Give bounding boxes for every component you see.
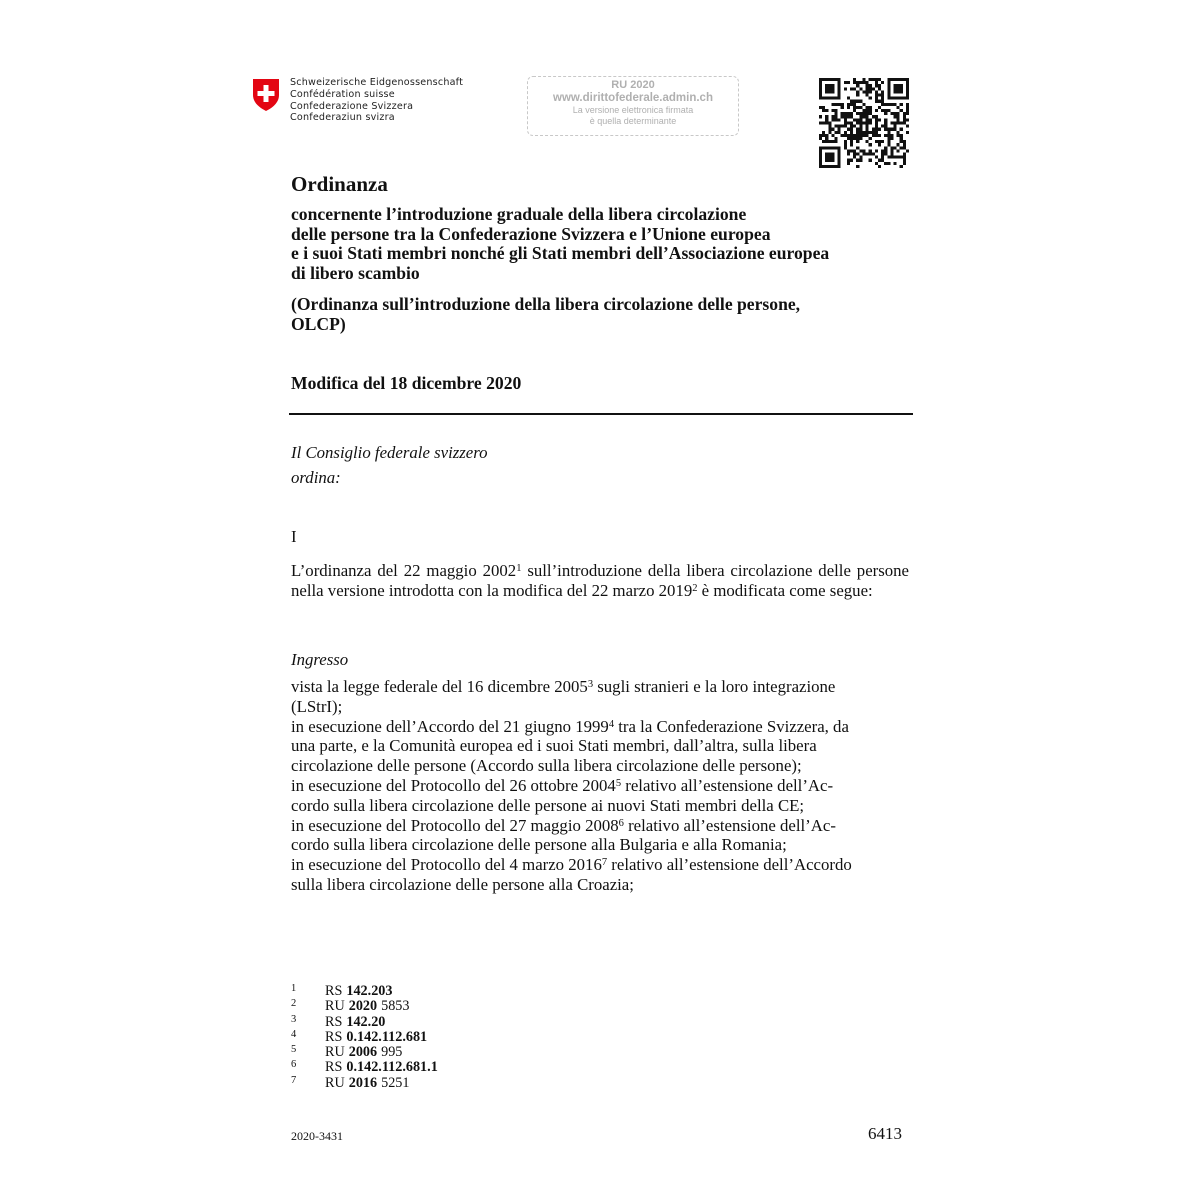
document-header (252, 78, 912, 168)
footnote-number: 7 (291, 1074, 297, 1086)
footnote-ref: 2 (692, 582, 698, 594)
ingresso-text: in esecuzione del Protocollo del 4 marzo 2016 (291, 855, 602, 875)
ingresso-line (291, 796, 931, 816)
stamp-line-3: La versione elettronica firmata (572, 105, 694, 115)
subtitle-line: e i suoi Stati membri nonché gli Stati membri dell’Associazione europea (291, 243, 830, 263)
ingresso-text: cordo sulla libera circolazione delle persone alla Bulgaria e alla Romania; (291, 835, 787, 855)
subtitle-line: di libero scambio (291, 262, 420, 283)
footnotes (291, 984, 438, 1091)
footnote-item (291, 1076, 438, 1091)
confed-name-de: Schweizerische Eidgenossenschaft (290, 77, 464, 88)
swiss-shield-icon (252, 78, 280, 112)
ingresso-line (291, 697, 931, 717)
footnote-ref: 6 (618, 817, 624, 829)
footnote-prefix: RU (325, 998, 345, 1015)
ingresso-text: relativo all’estensione dell’Accordo (607, 855, 852, 875)
footnote-prefix: RS (325, 983, 343, 999)
footnote-page: 5853 (381, 998, 410, 1015)
stamp-line-4: è quella determinante (589, 116, 677, 126)
footnote-ref: 4 (608, 718, 615, 730)
footnote-ref-number: 0.142.112.681.1 (346, 1059, 438, 1076)
footnote-prefix: RS (325, 1028, 343, 1045)
stamp-line-1: RU 2020 (611, 79, 655, 91)
footnote-ref: 3 (587, 679, 594, 690)
ingresso-text: circolazione delle persone (Accordo sulla libera circolazione delle persone); (291, 756, 802, 776)
section-number: I (291, 527, 297, 546)
ingresso-text: (LStrI); (291, 696, 343, 716)
footnote-number: 4 (291, 1028, 297, 1040)
stamp-line-2: www.dirittofederale.admin.ch (553, 92, 713, 104)
enacting-line: ordina: (291, 467, 341, 487)
confederation-names (290, 77, 463, 124)
footnote-number: 6 (291, 1059, 297, 1071)
ingresso-text: in esecuzione dell’Accordo del 21 giugno 1999 (291, 716, 609, 736)
footnote-ref: 7 (601, 857, 608, 869)
ingresso-text: in esecuzione del Protocollo del 27 maggio 2008 (291, 815, 619, 835)
footnote-ref-number: 2020 (348, 998, 378, 1015)
ingresso-text: sulla libera circolazione delle persone alla Croazia; (291, 874, 634, 894)
short-title-line: OLCP) (291, 313, 346, 334)
footnote-page: 995 (381, 1044, 403, 1061)
document-title: Ordinanza (291, 172, 388, 196)
ingresso-text: cordo sulla libera circolazione delle persone ai nuovi Stati membri della CE; (291, 795, 805, 815)
ingresso-text: relativo all’estensione dell’Ac- (623, 815, 836, 835)
subtitle-line: delle persone tra la Confederazione Svizzera e l’Unione europea (291, 223, 771, 244)
page-number: 6413 (868, 1124, 902, 1143)
footnote-ref-number: 142.20 (346, 1013, 386, 1030)
intro-text: L’ordinanza del 22 maggio 2002 (291, 561, 517, 580)
ingresso-text: vista la legge federale del 16 dicembre 2005 (291, 677, 588, 696)
footnote-prefix: RS (325, 1013, 343, 1030)
ingresso-heading: Ingresso (291, 650, 349, 669)
ingresso-line (291, 756, 931, 776)
ingresso-line (291, 816, 931, 836)
footnote-number: 5 (291, 1044, 297, 1056)
document-number: 2020-3431 (291, 1129, 343, 1143)
footnote-page: 5251 (381, 1074, 410, 1091)
ingresso-text: tra la Confederazione Svizzera, da (614, 716, 849, 736)
footnote-number: 1 (291, 983, 297, 994)
intro-text: è modificata come segue: (697, 580, 873, 600)
ingresso-text: in esecuzione del Protocollo del 26 ottobre 2004 (291, 775, 616, 795)
footnote-ref-number: 0.142.112.681 (346, 1028, 428, 1045)
ingresso-line (291, 855, 931, 875)
confed-name-rm: Confederaziun svizra (290, 112, 395, 124)
footnote-number: 3 (291, 1013, 297, 1025)
footnote-ref: 1 (516, 563, 522, 574)
enacting-clause (291, 443, 488, 493)
ingresso-line (291, 835, 931, 855)
intro-text: sull’introduzione della libera circolazione delle persone nella versione introdotta con la modifica del 22 marzo 2019 (291, 561, 909, 600)
footnote-ref-number: 142.203 (346, 983, 393, 999)
ingresso-line (291, 677, 931, 697)
document-subtitle (291, 205, 921, 283)
ingresso-line (291, 776, 931, 796)
ingresso-text: una parte, e la Comunità europea ed i suoi Stati membri, dall’altra, sulla libera (291, 736, 817, 756)
footnote-prefix: RU (325, 1044, 345, 1061)
short-title-line: (Ordinanza sull’introduzione della libera circolazione delle persone, (291, 294, 801, 314)
intro-paragraph (291, 561, 909, 601)
ingresso-text: relativo all’estensione dell’Ac- (621, 775, 834, 795)
official-publication-stamp (527, 76, 739, 136)
footnote-prefix: RU (325, 1074, 345, 1091)
ingresso-line (291, 717, 931, 737)
ingresso-body (291, 677, 931, 895)
subtitle-line: concernente l’introduzione graduale della libera circolazione (291, 204, 747, 224)
footnote-number: 2 (291, 998, 297, 1010)
qr-code-icon (819, 78, 909, 168)
ingresso-line (291, 736, 931, 756)
short-title (291, 295, 800, 334)
enacting-line: Il Consiglio federale svizzero (291, 443, 488, 462)
footnote-ref: 5 (615, 777, 622, 789)
footnote-ref-number: 2006 (348, 1044, 378, 1061)
ingresso-text: sugli stranieri e la loro integrazione (593, 677, 836, 696)
footnote-ref-number: 2016 (348, 1074, 378, 1091)
confed-name-it: Confederazione Svizzera (290, 100, 414, 112)
confed-name-fr: Confédération suisse (290, 88, 395, 100)
ingresso-line (291, 875, 931, 895)
amendment-date: Modifica del 18 dicembre 2020 (291, 373, 522, 393)
title-divider (289, 413, 913, 415)
footnote-prefix: RS (325, 1059, 343, 1076)
